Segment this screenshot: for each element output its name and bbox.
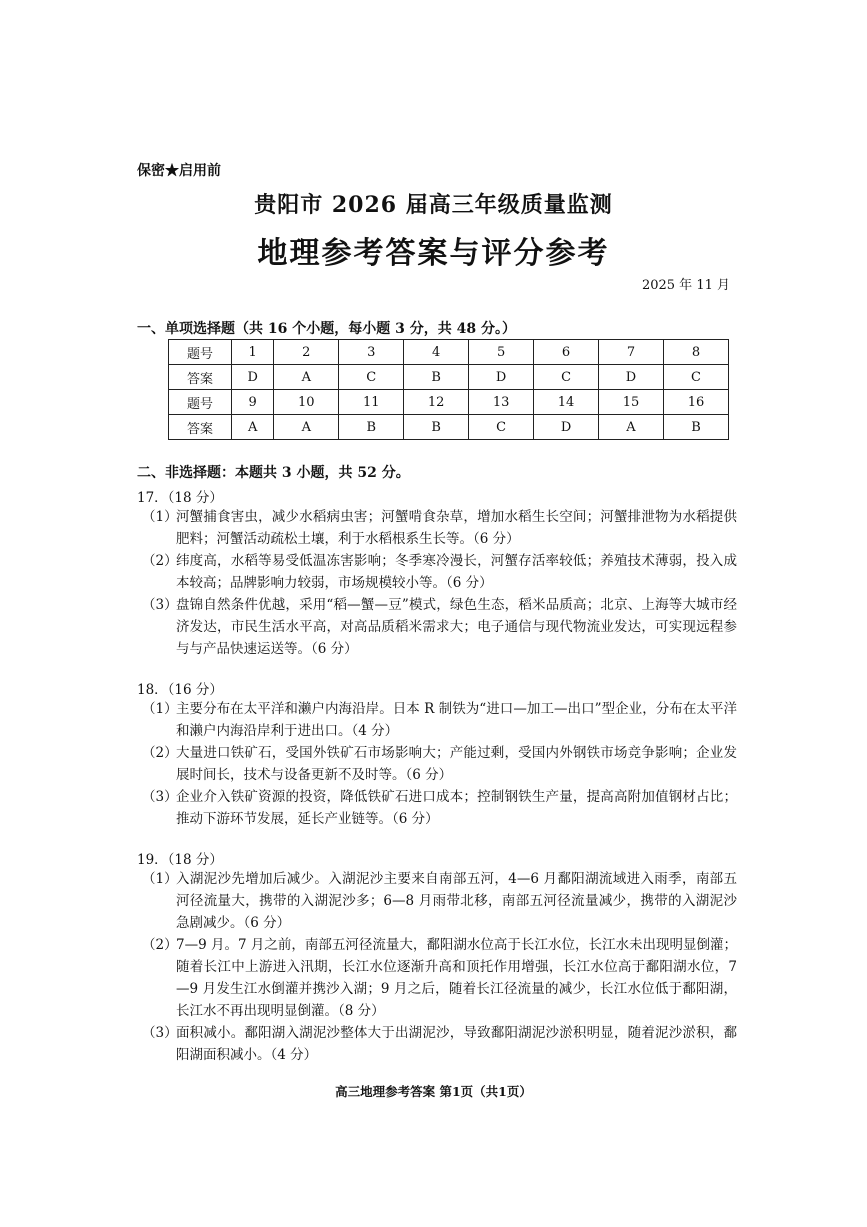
exam-title: 贵阳市 2026 届高三年级质量监测 — [254, 192, 613, 218]
table-cell: B — [404, 365, 469, 390]
answer-item — [142, 868, 737, 934]
question-19-header: 19．（18 分） — [137, 852, 223, 868]
table-cell: 3 — [339, 340, 404, 365]
item-text: 主要分布在太平洋和濑户内海沿岸。日本 R 制铁为“进口—加工—出口”型企业，分布在太平洋和濑户内海沿岸利于进出口。（4 分） — [176, 701, 737, 739]
table-cell: A — [274, 365, 339, 390]
table-cell: A — [232, 415, 274, 440]
item-text: 7—9 月。7 月之前，南部五河径流量大，鄱阳湖水位高于长江水位，长江水未出现明显倒灌；随着长江中上游进入汛期，长江水位逐渐升高和顶托作用增强，长江水位高于鄱阳湖水位，7—9 月发生江水倒灌并携沙入湖；9 月之后，随着长江径流量的减少，长江水位低于鄱阳湖，长江水不再出现明显倒灌。（8 分） — [176, 937, 737, 1019]
item-number: （1） — [142, 509, 178, 525]
table-cell: C — [534, 365, 599, 390]
table-cell: 16 — [663, 390, 728, 415]
item-number: （3） — [142, 1025, 178, 1041]
row-label: 答案 — [169, 415, 232, 440]
answer-item — [142, 594, 737, 660]
table-cell: 9 — [232, 390, 274, 415]
table-cell: 8 — [663, 340, 728, 365]
table-row — [169, 365, 729, 390]
row-label: 题号 — [169, 390, 232, 415]
table-cell: 4 — [404, 340, 469, 365]
table-cell: 2 — [274, 340, 339, 365]
table-cell: C — [469, 415, 534, 440]
question-18-header: 18．（16 分） — [137, 682, 223, 698]
item-number: （2） — [142, 745, 178, 761]
answer-item — [142, 698, 737, 742]
section2-title: 二、非选择题：本题共 3 小题，共 52 分。 — [137, 465, 410, 481]
item-number: （3） — [142, 789, 178, 805]
answer-item — [142, 742, 737, 786]
item-text: 盘锦自然条件优越，采用“稻—蟹—豆”模式，绿色生态，稻米品质高；北京、上海等大城市经济发达，市民生活水平高，对高品质稻米需求大；电子通信与现代物流业发达，可实现远程参与与产品快速运送等。（6 分） — [176, 597, 737, 657]
item-number: （1） — [142, 871, 178, 887]
item-text: 入湖泥沙先增加后减少。入湖泥沙主要来自南部五河，4—6 月鄱阳湖流域进入雨季，南部五河径流量大，携带的入湖泥沙多；6—8 月雨带北移，南部五河径流量减少，携带的入湖泥沙急剧减少。（6 分） — [176, 871, 737, 931]
answer-item — [142, 786, 737, 830]
item-text: 面积减小。鄱阳湖入湖泥沙整体大于出湖泥沙，导致鄱阳湖泥沙淤积明显，随着泥沙淤积，鄱阳湖面积减小。（4 分） — [176, 1025, 737, 1063]
document-date: 2025 年 11 月 — [641, 278, 730, 293]
table-cell: B — [404, 415, 469, 440]
table-cell: D — [469, 365, 534, 390]
answer-item — [142, 1022, 737, 1066]
answer-table — [168, 339, 729, 440]
table-cell: 7 — [599, 340, 664, 365]
item-number: （2） — [142, 937, 178, 953]
item-number: （1） — [142, 701, 178, 717]
row-label: 答案 — [169, 365, 232, 390]
table-cell: 14 — [534, 390, 599, 415]
table-cell: 5 — [469, 340, 534, 365]
table-cell: C — [663, 365, 728, 390]
document-title: 地理参考答案与评分参考 — [257, 236, 610, 271]
item-text: 企业介入铁矿资源的投资，降低铁矿石进口成本；控制钢铁生产量，提高高附加值钢材占比；推动下游环节发展，延长产业链等。（6 分） — [176, 789, 737, 827]
item-number: （2） — [142, 553, 178, 569]
item-number: （3） — [142, 597, 178, 613]
answer-item — [142, 506, 737, 550]
item-text: 纬度高，水稻等易受低温冻害影响；冬季寒冷漫长，河蟹存活率较低；养殖技术薄弱，投入成本较高；品牌影响力较弱，市场规模较小等。（6 分） — [176, 553, 737, 591]
table-cell: 10 — [274, 390, 339, 415]
table-cell: D — [599, 365, 664, 390]
table-cell: A — [599, 415, 664, 440]
table-row — [169, 340, 729, 365]
table-row — [169, 415, 729, 440]
answer-item — [142, 934, 737, 1022]
answer-item — [142, 550, 737, 594]
table-cell: 11 — [339, 390, 404, 415]
table-cell: 13 — [469, 390, 534, 415]
table-cell: 15 — [599, 390, 664, 415]
row-label: 题号 — [169, 340, 232, 365]
table-row — [169, 390, 729, 415]
table-cell: B — [663, 415, 728, 440]
question-17-header: 17．（18 分） — [137, 490, 223, 506]
table-cell: C — [339, 365, 404, 390]
table-cell: D — [534, 415, 599, 440]
table-cell: D — [232, 365, 274, 390]
table-cell: B — [339, 415, 404, 440]
table-cell: 6 — [534, 340, 599, 365]
section1-title: 一、单项选择题（共 16 个小题，每小题 3 分，共 48 分。） — [137, 321, 516, 337]
item-text: 大量进口铁矿石，受国外铁矿石市场影响大；产能过剩，受国内外钢铁市场竞争影响；企业发展时间长，技术与设备更新不及时等。（6 分） — [176, 745, 737, 783]
confidential-label: 保密★启用前 — [137, 163, 221, 179]
table-cell: A — [274, 415, 339, 440]
table-cell: 1 — [232, 340, 274, 365]
item-text: 河蟹捕食害虫，减少水稻病虫害；河蟹啃食杂草，增加水稻生长空间；河蟹排泄物为水稻提供肥料；河蟹活动疏松土壤，利于水稻根系生长等。（6 分） — [176, 509, 737, 547]
page-footer: 高三地理参考答案 第1页（共1页） — [335, 1084, 532, 1099]
table-cell: 12 — [404, 390, 469, 415]
